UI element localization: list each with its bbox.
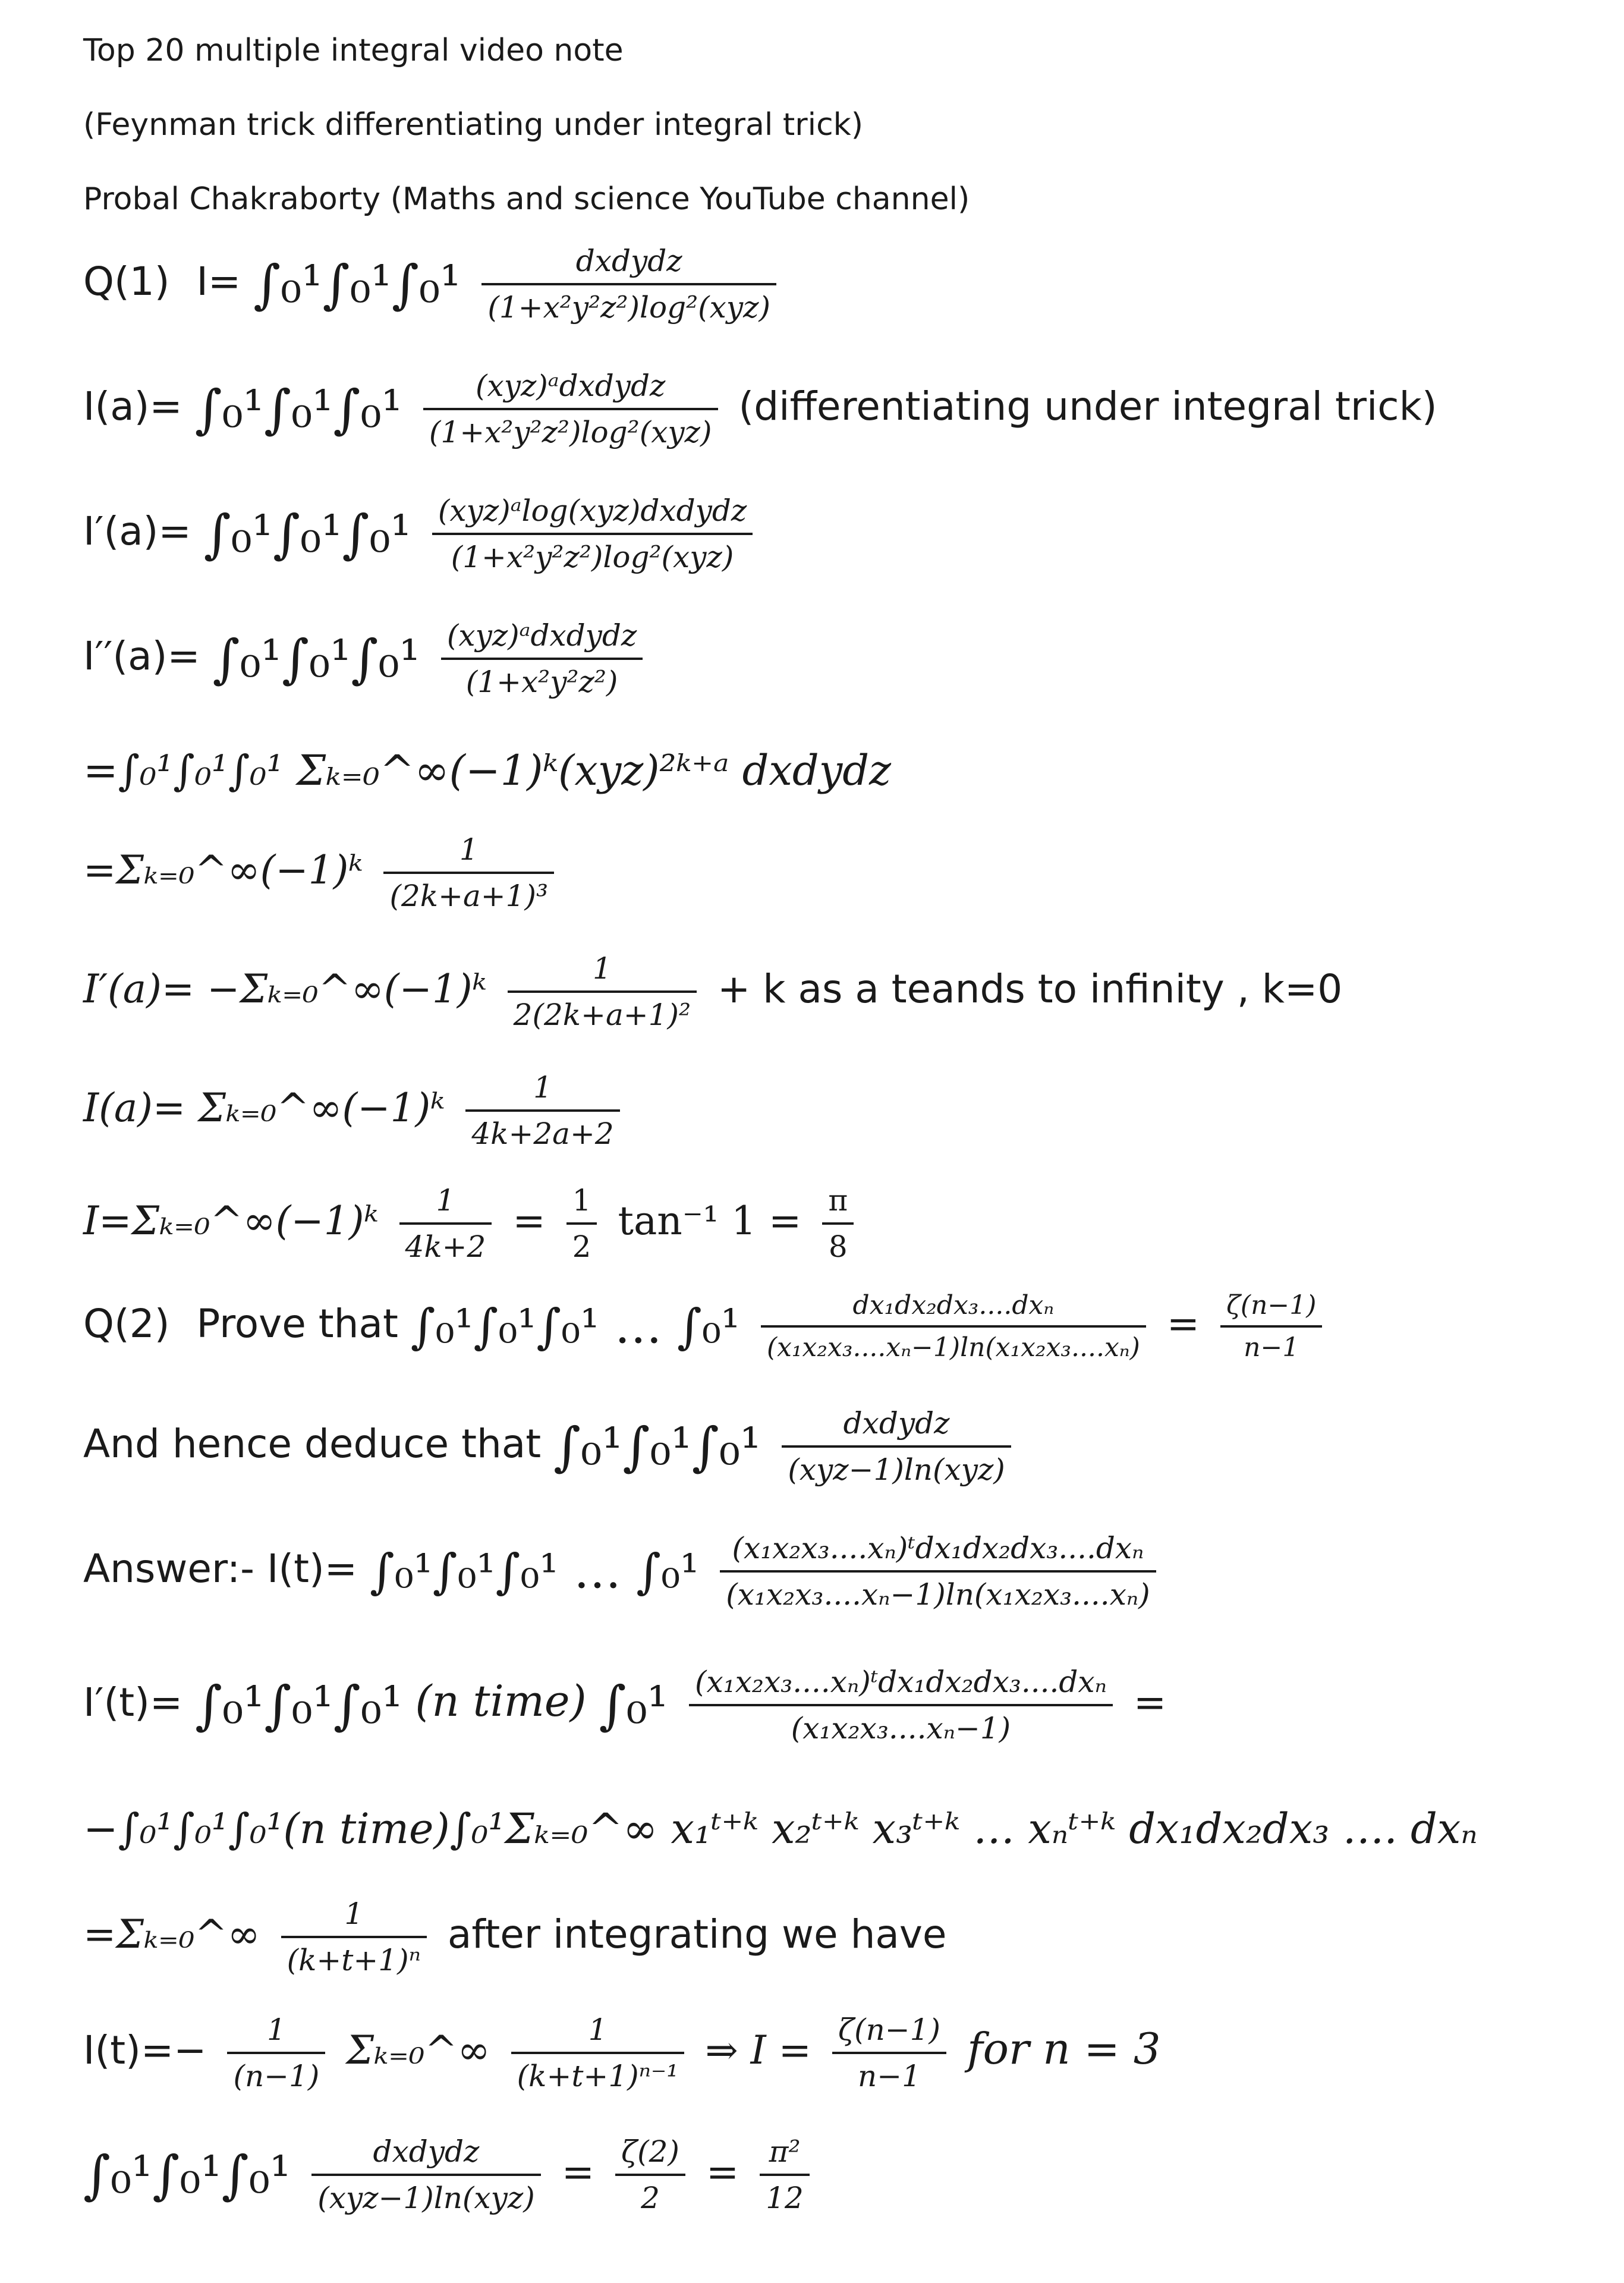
q1-eq7-lhs: I′(a)= −Σₖ₌₀^∞(−1)ᵏ xyxy=(83,966,487,1012)
q2-d4-den: (n−1) xyxy=(233,2059,320,2093)
doc-author: Probal Chakraborty (Maths and science YouTube channel) xyxy=(83,181,970,217)
q1-eq4-num: (xyz)ᵃdxdydz xyxy=(441,618,643,660)
q2-d1-fraction xyxy=(689,1665,1113,1746)
q2-final-fraction xyxy=(311,2134,541,2215)
q2-prove-text: Prove that xyxy=(196,1301,398,1347)
q2-final-pi-den: 12 xyxy=(766,2181,804,2215)
q1-eq9-num: 1 xyxy=(399,1183,492,1225)
q1-eq6-fraction xyxy=(383,832,554,913)
q2-answer-den: (x₁x₂x₃....xₙ−1)ln(x₁x₂x₃....xₙ) xyxy=(726,1577,1150,1612)
q2-d3-den: (k+t+1)ⁿ xyxy=(287,1943,421,1977)
q1-eq9-equals: = xyxy=(512,1198,546,1244)
q2-prove-num: dx₁dx₂dx₃....dxₙ xyxy=(761,1290,1146,1328)
q1-eq2-lhs: I(a)= xyxy=(83,383,182,430)
q2-prove-rhs-den: n−1 xyxy=(1244,1332,1299,1363)
q2-prove-rhs xyxy=(1220,1290,1322,1363)
q1-eq9-lhs: I=Σₖ₌₀^∞(−1)ᵏ xyxy=(83,1198,379,1244)
q2-d3 xyxy=(83,1897,947,1977)
q1-eq1-den: (1+x²y²z²)log²(xyz) xyxy=(487,290,770,325)
triple-integral-sign: ∫₀¹∫₀¹∫₀¹ xyxy=(553,1416,761,1477)
q2-d1-lhs: I′(t)= xyxy=(83,1680,183,1726)
q1-eq9-pi-num: π xyxy=(822,1183,854,1225)
q2-d4-den2: (k+t+1)ⁿ⁻¹ xyxy=(517,2059,679,2093)
q2-prove: Q(2) Prove that ∫₀¹∫₀¹∫₀¹ … ∫₀¹ $\frac{\text{dx₁dx₂dx₃....dxₙ}}{\text{(x₁x₂x₃....xₙ−1)ln(x₁x₂x₃....xₙ)}}$ = $\frac{\zeta(n-1)}{n-1}$ xyxy=(83,1290,1330,1363)
q1-eq1-lhs: I= xyxy=(196,259,241,305)
q1-eq8-fraction xyxy=(465,1070,619,1151)
q2-deduce-den: (xyz−1)ln(xyz) xyxy=(788,1452,1005,1487)
q1-eq9-half-den: 2 xyxy=(572,1229,591,1264)
q2-prove-rhs-num: ζ(n−1) xyxy=(1220,1290,1322,1328)
q1-eq9-fraction xyxy=(399,1183,492,1264)
q2-deduce-text: And hence deduce that xyxy=(83,1421,542,1467)
q1-eq3 xyxy=(83,493,761,574)
q2-d4-zeta-num: ζ(n−1) xyxy=(832,2012,946,2054)
q2-final-pi-num: π² xyxy=(760,2134,810,2176)
q1-eq5: =∫₀¹∫₀¹∫₀¹ Σₖ₌₀^∞(−1)ᵏ(xyz)²ᵏ⁺ᵃ dxdydz xyxy=(83,746,891,795)
q2-prove-fraction xyxy=(761,1290,1146,1363)
q1-eq9-half-num: 1 xyxy=(566,1183,597,1225)
q2-answer-num: (x₁x₂x₃....xₙ)ᵗdx₁dx₂dx₃....dxₙ xyxy=(720,1531,1156,1573)
q2-d3-lhs: =Σₖ₌₀^∞ xyxy=(83,1911,260,1958)
q2-answer-label: Answer:- I(t)= xyxy=(83,1546,358,1592)
q1-eq7-note: + k as a teands to infinity , k=0 xyxy=(717,966,1343,1012)
q1-label: Q(1) xyxy=(83,259,170,305)
q1-eq2-den: (1+x²y²z²)log²(xyz) xyxy=(429,415,712,449)
q2-d4-zeta xyxy=(832,2012,946,2093)
q2-d4 xyxy=(83,2012,1161,2093)
triple-integral-sign: ∫₀¹∫₀¹∫₀¹ xyxy=(212,628,420,690)
q1-eq4 xyxy=(83,618,651,699)
q1-eq9-half xyxy=(566,1183,597,1264)
q2-final-num: dxdydz xyxy=(311,2134,541,2176)
q1-eq2-fraction xyxy=(423,369,718,449)
n-fold-integral-sign: ∫₀¹∫₀¹∫₀¹ … ∫₀¹ xyxy=(370,1543,700,1599)
q1-eq3-num: (xyz)ᵃlog(xyz)dxdydz xyxy=(432,493,753,535)
triple-integral-sign: ∫₀¹∫₀¹∫₀¹ xyxy=(83,2144,291,2206)
q2-d3-note: after integrating we have xyxy=(447,1911,947,1958)
q1-eq9-pi xyxy=(822,1183,854,1264)
q2-final-equals: = xyxy=(706,2149,739,2196)
q2-d3-fraction xyxy=(281,1897,427,1977)
q1-eq2-note: (differentiating under integral trick) xyxy=(738,383,1437,430)
q1-eq4-fraction xyxy=(441,618,643,699)
q1-eq6-num: 1 xyxy=(383,832,554,874)
q2-answer xyxy=(83,1531,1165,1612)
q2-d4-zeta-den: n−1 xyxy=(858,2059,921,2093)
q2-d2: −∫₀¹∫₀¹∫₀¹(n time)∫₀¹Σₖ₌₀^∞ x₁ᵗ⁺ᵏ x₂ᵗ⁺ᵏ x₃ᵗ⁺ᵏ … xₙᵗ⁺ᵏ dx₁dx₂dx₃ …. dxₙ xyxy=(83,1804,1478,1853)
q1-eq9-den: 4k+2 xyxy=(405,1229,486,1264)
q2-d1-num: (x₁x₂x₃....xₙ)ᵗdx₁dx₂dx₃....dxₙ xyxy=(689,1665,1113,1706)
q1-eq7 xyxy=(83,951,1342,1032)
q2-d4-fraction2 xyxy=(511,2012,685,2093)
n-fold-integral-sign: ∫₀¹∫₀¹∫₀¹ … ∫₀¹ xyxy=(410,1298,740,1354)
q2-final-zeta-den: 2 xyxy=(641,2181,660,2215)
q1-eq6-den: (2k+a+1)³ xyxy=(389,879,549,913)
q1-eq6 xyxy=(83,832,562,913)
q1-eq3-den: (1+x²y²z²)log²(xyz) xyxy=(451,540,734,574)
q1-eq4-den: (1+x²y²z²) xyxy=(465,665,618,699)
q1-eq7-fraction xyxy=(508,951,697,1032)
q1-eq2 xyxy=(83,369,1437,449)
q1-eq9 xyxy=(83,1183,862,1264)
q2-d4-arrow: ⇒ I = xyxy=(705,2027,811,2074)
q1-eq9-tan: tan⁻¹ 1 = xyxy=(618,1198,802,1244)
q1-eq2-num: (xyz)ᵃdxdydz xyxy=(423,369,718,410)
doc-subtitle: (Feynman trick differentiating under integral trick) xyxy=(83,107,864,143)
triple-integral-sign: ∫₀¹∫₀¹∫₀¹ xyxy=(203,503,411,565)
q2-deduce xyxy=(83,1406,1019,1487)
q1-eq7-den: 2(2k+a+1)² xyxy=(513,998,691,1032)
triple-integral-sign: ∫₀¹∫₀¹∫₀¹ xyxy=(194,378,402,440)
q2-final-den: (xyz−1)ln(xyz) xyxy=(317,2181,535,2215)
q2-d4-num: 1 xyxy=(227,2012,325,2054)
q2-final-pi xyxy=(760,2134,810,2215)
q2-d1-ntime: (n time) xyxy=(415,1676,587,1727)
q1-eq3-lhs: I′(a)= xyxy=(83,508,191,555)
q1-eq9-pi-den: 8 xyxy=(828,1229,848,1264)
q1-eq3-fraction xyxy=(432,493,753,574)
q1-eq4-lhs: I′′(a)= xyxy=(83,633,200,680)
q2-prove-den: (x₁x₂x₃....xₙ−1)ln(x₁x₂x₃....xₙ) xyxy=(766,1332,1140,1363)
q2-label: Q(2) xyxy=(83,1301,170,1347)
q2-final-zeta-num: ζ(2) xyxy=(615,2134,685,2176)
q2-answer-fraction xyxy=(720,1531,1156,1612)
q2-final: ∫₀¹∫₀¹∫₀¹ $\frac{\text{dxdydz}}{\text{(xyz−1)ln(xyz)}}$ = $\frac{\zeta(2)}{2}$ = $\frac{\text{π²}}{12}$ xyxy=(83,2134,818,2215)
q2-d1-den: (x₁x₂x₃....xₙ−1) xyxy=(791,1711,1011,1746)
q2-d4-lhs: I(t)=− xyxy=(83,2027,207,2074)
q2-deduce-num: dxdydz xyxy=(782,1406,1011,1448)
q2-d4-fraction xyxy=(227,2012,325,2093)
q2-d1: I′(t)= ∫₀¹∫₀¹∫₀¹ (n time) ∫₀¹ $\frac{\text{(x₁x₂x₃....xₙ)ᵗdx₁dx₂dx₃....dxₙ}}{\text{(x₁x₂x₃....xₙ−1)}}$ = xyxy=(83,1665,1167,1746)
q2-d3-num: 1 xyxy=(281,1897,427,1938)
q1-eq8 xyxy=(83,1070,628,1151)
q1-eq1-fraction xyxy=(481,244,776,325)
q2-d4-num2: 1 xyxy=(511,2012,685,2054)
q1-eq8-num: 1 xyxy=(465,1070,619,1112)
q2-deduce-fraction xyxy=(782,1406,1011,1487)
q2-d4-condition: for n = 3 xyxy=(967,2024,1161,2074)
triple-integral-sign: ∫₀¹∫₀¹∫₀¹ xyxy=(253,253,461,315)
q1-eq6-lhs: =Σₖ₌₀^∞(−1)ᵏ xyxy=(83,847,363,894)
q2-final-zeta xyxy=(615,2134,685,2215)
doc-title: Top 20 multiple integral video note xyxy=(83,33,624,68)
q1-eq1-num: dxdydz xyxy=(481,244,776,285)
q1-eq1 xyxy=(83,244,785,325)
q1-eq8-lhs: I(a)= Σₖ₌₀^∞(−1)ᵏ xyxy=(83,1085,445,1131)
q1-eq7-num: 1 xyxy=(508,951,697,993)
q1-eq8-den: 4k+2a+2 xyxy=(471,1117,614,1151)
triple-integral-sign: ∫₀¹∫₀¹∫₀¹ xyxy=(195,1674,403,1736)
q2-d4-sum: Σₖ₌₀^∞ xyxy=(346,2027,490,2074)
